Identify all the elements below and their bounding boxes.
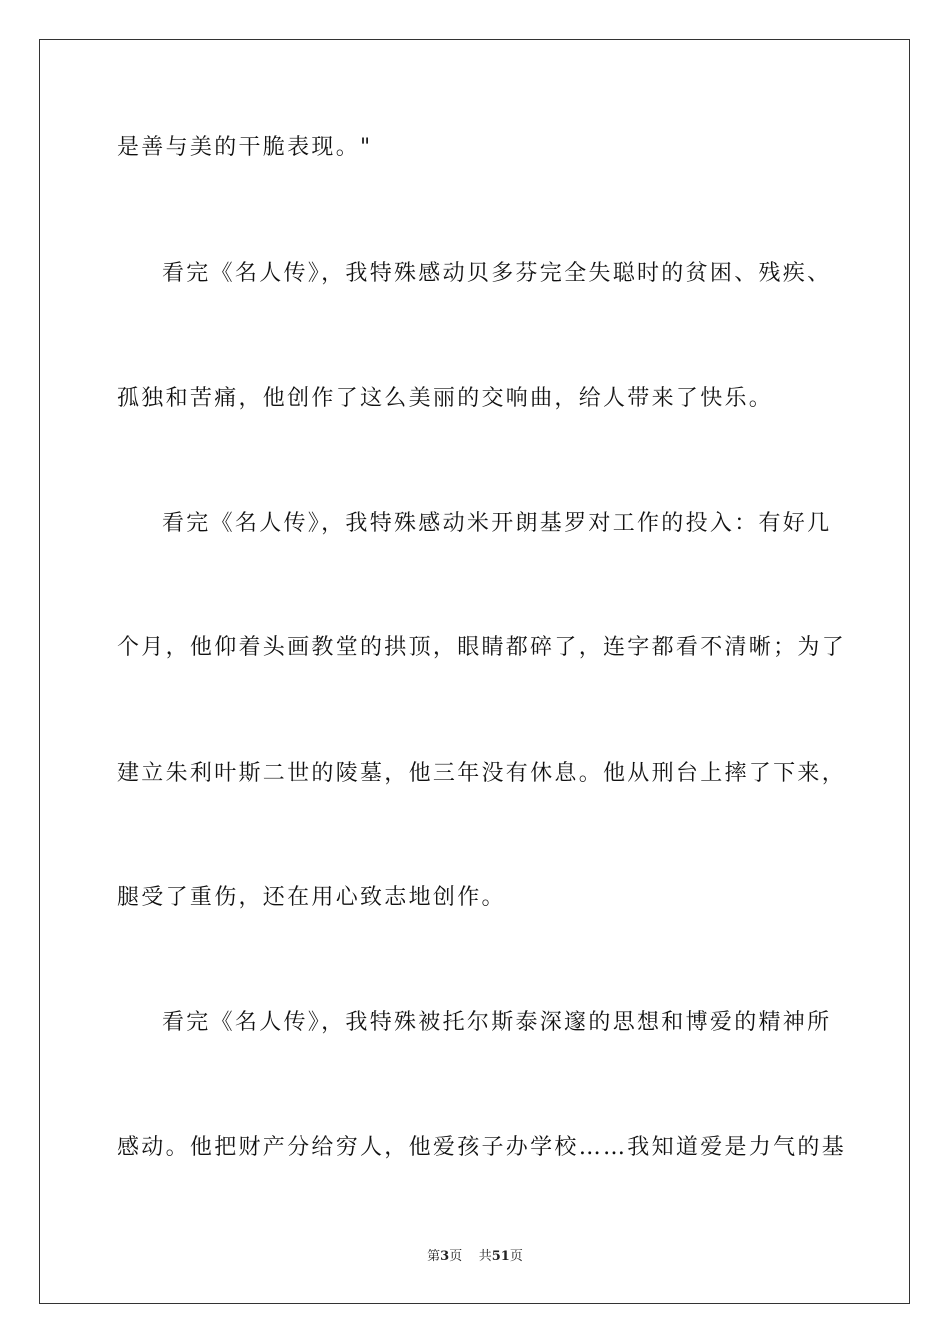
paragraph-michelangelo-line-1: 看完《名人传》，我特殊感动米开朗基罗对工作的投入：有好几 — [162, 511, 832, 536]
page-border — [39, 39, 910, 1304]
text-line-1: 是善与美的干脆表现。" — [117, 135, 373, 160]
page-footer — [0, 1248, 950, 1266]
paragraph-beethoven-line-2: 孤独和苦痛，他创作了这么美丽的交响曲，给人带来了快乐。 — [117, 386, 774, 411]
paragraph-tolstoy-line-1: 看完《名人传》，我特殊被托尔斯泰深邃的思想和博爱的精神所 — [162, 1010, 832, 1035]
paragraph-tolstoy-line-2: 感动。他把财产分给穷人，他爱孩子办学校……我知道爱是力气的基 — [117, 1135, 847, 1160]
page-suffix: 页 — [449, 1249, 463, 1264]
paragraph-michelangelo-line-3: 建立朱利叶斯二世的陵墓，他三年没有休息。他从刑台上摔了下来， — [117, 761, 847, 786]
paragraph-michelangelo-line-4: 腿受了重伤，还在用心致志地创作。 — [117, 885, 506, 910]
page-prefix: 第 — [427, 1249, 441, 1264]
total-prefix: 共 — [478, 1249, 492, 1264]
paragraph-michelangelo-line-2: 个月，他仰着头画教堂的拱顶，眼睛都碎了，连字都看不清晰；为了 — [117, 635, 847, 660]
total-pages: 51 — [491, 1249, 510, 1264]
page-number: 3 — [440, 1249, 450, 1264]
paragraph-beethoven-line-1: 看完《名人传》，我特殊感动贝多芬完全失聪时的贫困、残疾、 — [162, 261, 832, 286]
total-suffix: 页 — [509, 1249, 523, 1264]
